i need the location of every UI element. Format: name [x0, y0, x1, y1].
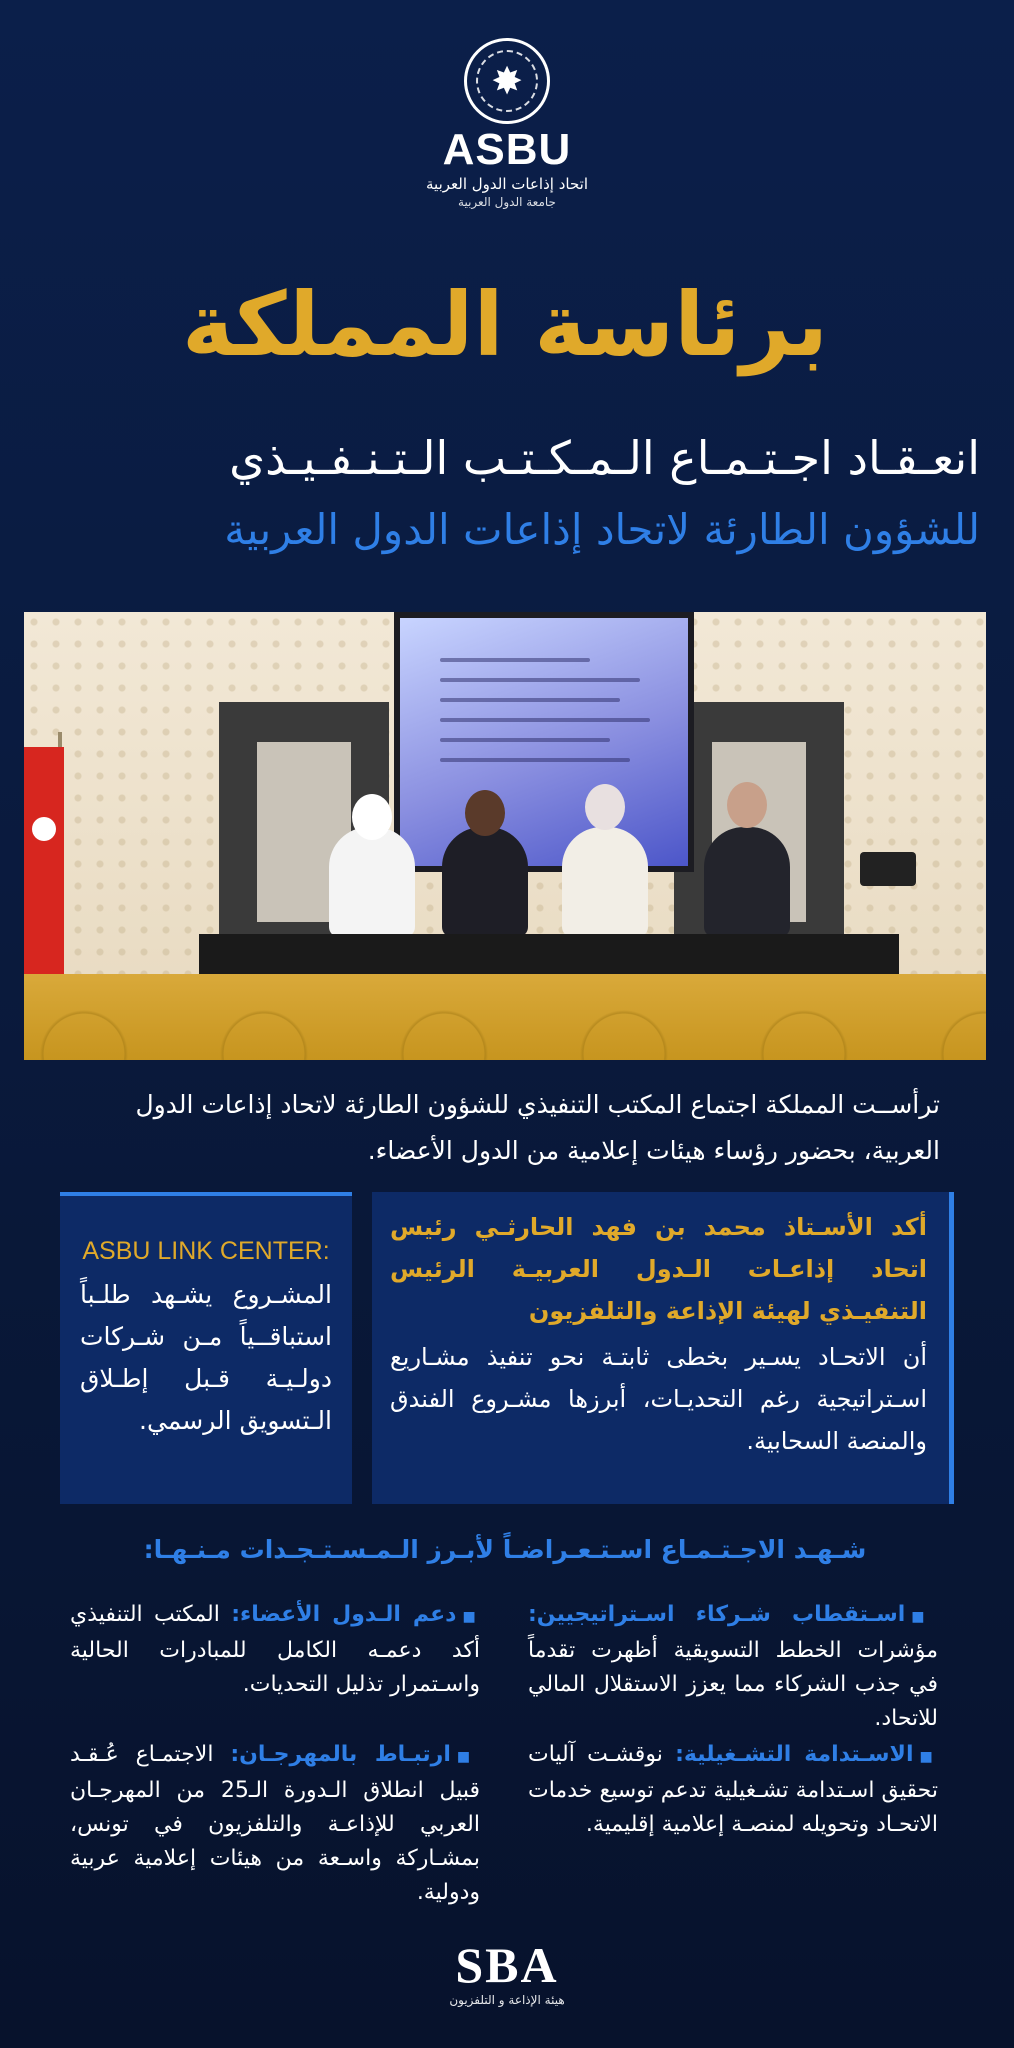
logo-subtitle: اتحاد إذاعات الدول العربية: [426, 175, 588, 193]
sba-logo-subtitle: هيئة الإذاعة و التلفزيون: [449, 1993, 565, 2007]
panelist-4: [704, 827, 790, 937]
panelist-1-head: [352, 794, 392, 840]
asbu-emblem-icon: ✸: [464, 38, 550, 124]
sba-logo-text: SBA: [455, 1937, 559, 1993]
subtitle-line-1: انعـقـاد اجـتـمـاع الـمـكـتـب الـتـنـفـيـذي: [229, 431, 980, 485]
intro-paragraph: ترأســت المملكة اجتماع المكتب التنفيذي للشؤون الطارئة لاتحاد إذاعات الدول العربية، بحضور رؤساء هيئات إعلامية من الدول الأعضاء.: [135, 1090, 940, 1165]
bullet-text: الاجتمـاع عُـقـد قبيل انطلاق الـدورة الـ25 من المهرجـان العربي للإذاعـة والتلفزيون في تونس، بمشـاركة واسـعة من هيئات إعلامية عربية ودولية.: [70, 1742, 480, 1905]
logo-subtitle-secondary: جامعة الدول العربية: [458, 195, 556, 209]
bullet-sustainability: [528, 1738, 938, 1842]
logo-text: ASBU: [442, 125, 572, 174]
link-center-box: [60, 1192, 352, 1504]
bullet-square-icon: ■: [919, 1749, 938, 1765]
bullet-title: ارتبـاط بالمهرجـان:: [230, 1742, 451, 1767]
bullet-square-icon: ■: [911, 1609, 939, 1625]
meeting-photo: [24, 612, 986, 1060]
bullet-festival: [70, 1738, 480, 1910]
panelist-2: [442, 827, 528, 937]
panelist-3-head: [585, 784, 625, 830]
tunisia-flag: [24, 747, 64, 977]
bullet-square-icon: ■: [462, 1609, 480, 1625]
panelist-4-head: [727, 782, 767, 828]
bullet-text: مؤشرات الخطط التسويقية أظهرت تقدماً في جذب الشركاء مما يعزز الاستقلال المالي للاتحاد.: [528, 1638, 938, 1731]
bullet-title: دعم الـدول الأعضاء:: [231, 1602, 457, 1627]
highlights-title: شـهـد الاجـتـمـاع اسـتـعـراضـاً لأبـرز الـمـسـتـجـدات مـنـهـا:: [143, 1535, 867, 1564]
sba-footer-logo: [0, 1938, 1014, 2008]
president-statement-box: [372, 1192, 954, 1504]
statement-body: أن الاتحـاد يسـير بخطى ثابتـة نحو تنفيذ مشـاريع اسـتراتيجية رغم التحديـات، أبرزها مشـروع الفندق والمنصة السحابية.: [390, 1343, 927, 1455]
projection-screen: [394, 612, 694, 872]
bullet-square-icon: ■: [456, 1749, 480, 1765]
bullet-title: اسـتقطاب شـركاء اسـتراتيجيين:: [528, 1602, 906, 1627]
headline: برئاسة المملكة: [181, 273, 829, 376]
panelist-2-head: [465, 790, 505, 836]
bullet-text: نوقشـت آليات تحقيق اسـتدامة تشـغيلية تدعم توسيع خدمات الاتحـاد وتحويله لمنصـة إعلامية إقليمية.: [528, 1742, 938, 1837]
bullet-title: الاسـتدامة التشـغيلية:: [675, 1742, 914, 1767]
bullet-member-support: [70, 1598, 480, 1702]
link-center-title: ASBU LINK CENTER:: [82, 1237, 330, 1265]
speaker-box: [860, 852, 916, 886]
asbu-logo: [0, 38, 1014, 210]
panelist-1: [329, 827, 415, 937]
gold-pattern-band: [24, 974, 986, 1060]
bullet-strategic-partners: [528, 1598, 938, 1736]
link-center-body: المشـروع يشـهد طلـباً استباقــياً مـن شـركات دولـيـة قـبل إطـلاق الـتسويق الرسمي.: [80, 1280, 332, 1435]
bullet-text: المكتب التنفيذي أكد دعمـه الكامل للمبادرات الحالية واسـتمرار تذليل التحديات.: [70, 1602, 480, 1697]
statement-lead: أكد الأسـتاذ محمد بن فهد الحارثـي رئيس اتحاد إذاعـات الـدول العربيـة الرئيس التنفيـذي لهيئة الإذاعة والتلفزيون: [390, 1213, 927, 1325]
subtitle-line-2: للشؤون الطارئة لاتحاد إذاعات الدول العربية: [224, 505, 980, 554]
panelist-3: [562, 827, 648, 937]
